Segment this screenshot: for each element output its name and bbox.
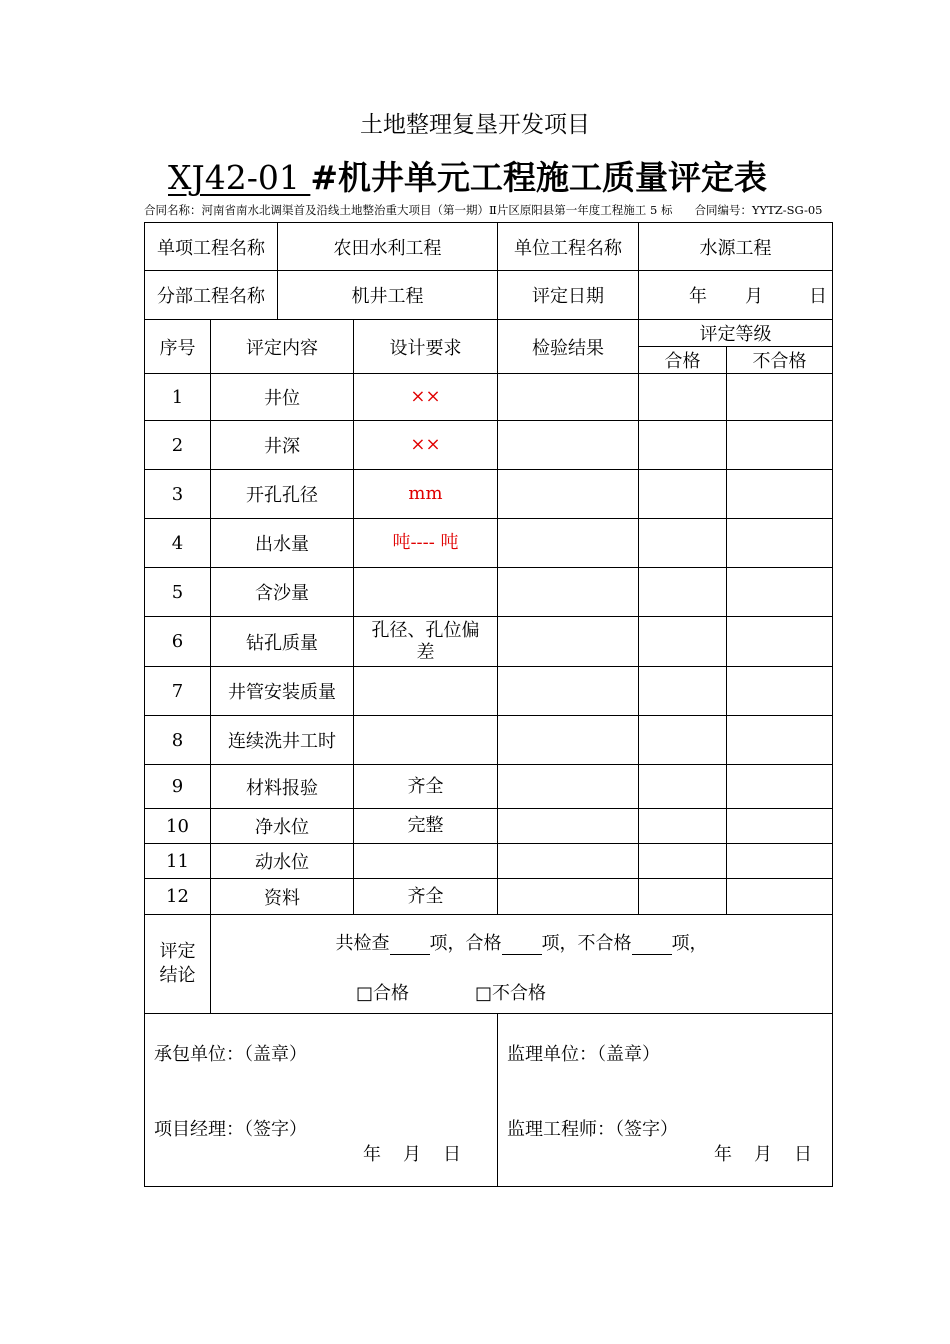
col-result-header: 检验结果	[498, 320, 639, 374]
col-design-header: 设计要求	[354, 320, 498, 374]
table-row	[145, 879, 833, 915]
sub-project-label: 分部工程名称	[145, 271, 278, 320]
row-seq: 8	[145, 716, 211, 765]
row-result[interactable]	[498, 765, 639, 809]
contractor-date	[341, 1140, 461, 1166]
fail-suffix: 项，	[671, 933, 708, 954]
row-fail[interactable]	[727, 470, 833, 519]
date-month: 月	[745, 286, 763, 307]
row-content: 钻孔质量	[211, 617, 354, 667]
row-seq: 2	[145, 421, 211, 470]
eval-date-value	[639, 271, 833, 320]
row-fail[interactable]	[727, 716, 833, 765]
row-result[interactable]	[498, 809, 639, 844]
row-fail[interactable]	[727, 519, 833, 568]
row-seq: 12	[145, 879, 211, 915]
row-pass[interactable]	[639, 568, 727, 617]
row-seq: 1	[145, 374, 211, 421]
row-content: 材料报验	[211, 765, 354, 809]
fail-count-blank[interactable]	[632, 936, 672, 955]
item-project-label: 单项工程名称	[145, 223, 278, 271]
row-result[interactable]	[498, 879, 639, 915]
col-fail-header: 不合格	[727, 347, 833, 374]
row-design: mm	[354, 470, 498, 519]
col-content-header: 评定内容	[211, 320, 354, 374]
eval-date-label: 评定日期	[498, 271, 639, 320]
row-design: 孔径、孔位偏差	[354, 617, 498, 667]
table-row	[145, 844, 833, 879]
row-seq: 7	[145, 667, 211, 716]
row-design: ××	[354, 374, 498, 421]
row-result[interactable]	[498, 568, 639, 617]
table-row	[145, 765, 833, 809]
row-seq: 9	[145, 765, 211, 809]
row-result[interactable]	[498, 374, 639, 421]
supervisor-engineer: 监理工程师：（签字）	[507, 1119, 678, 1140]
document-subtitle: 土地整理复垦开发项目	[360, 112, 590, 138]
contract-line	[144, 202, 824, 218]
checked-count-blank[interactable]	[390, 936, 430, 955]
checked-suffix: 项，合格	[429, 933, 502, 954]
evaluation-table	[144, 222, 833, 1187]
row-pass[interactable]	[639, 667, 727, 716]
row-content: 含沙量	[211, 568, 354, 617]
row-result[interactable]	[498, 844, 639, 879]
row-pass[interactable]	[639, 617, 727, 667]
row-fail[interactable]	[727, 765, 833, 809]
row-seq: 3	[145, 470, 211, 519]
row-result[interactable]	[498, 470, 639, 519]
row-seq: 11	[145, 844, 211, 879]
pass-suffix: 项，不合格	[541, 933, 632, 954]
row-result[interactable]	[498, 667, 639, 716]
supervisor-date	[692, 1140, 812, 1166]
contractor-unit: 承包单位：（盖章）	[154, 1044, 307, 1065]
supervisor-year: 年	[714, 1144, 732, 1165]
table-row	[145, 421, 833, 470]
row-content: 净水位	[211, 809, 354, 844]
row-fail[interactable]	[727, 421, 833, 470]
row-pass[interactable]	[639, 519, 727, 568]
contract-name: 合同名称：河南省南水北调渠首及沿线土地整治重大项目（第一期）Ⅱ片区原阳县第一年度工程施工 5 标	[144, 203, 673, 217]
row-content: 资料	[211, 879, 354, 915]
row-result[interactable]	[498, 421, 639, 470]
row-pass[interactable]	[639, 374, 727, 421]
document-title	[168, 152, 868, 199]
table-row	[145, 568, 833, 617]
row-fail[interactable]	[727, 374, 833, 421]
conclusion-row	[145, 915, 833, 1014]
row-design	[354, 716, 498, 765]
supervisor-signature-cell	[498, 1014, 833, 1187]
checked-prefix: 共检查	[335, 933, 390, 954]
table-row	[145, 617, 833, 667]
supervisor-unit: 监理单位：（盖章）	[507, 1044, 660, 1065]
col-seq-header: 序号	[145, 320, 211, 374]
row-design: 齐全	[354, 879, 498, 915]
row-pass[interactable]	[639, 421, 727, 470]
supervisor-day: 日	[794, 1144, 812, 1165]
row-content: 井位	[211, 374, 354, 421]
row-result[interactable]	[498, 617, 639, 667]
row-pass[interactable]	[639, 716, 727, 765]
row-seq: 10	[145, 809, 211, 844]
table-row	[145, 519, 833, 568]
contract-number: 合同编号：YYTZ-SG-05	[694, 203, 823, 217]
supervisor-month: 月	[754, 1144, 772, 1165]
item-project-value: 农田水利工程	[278, 223, 498, 271]
row-fail[interactable]	[727, 809, 833, 844]
contractor-month: 月	[403, 1144, 421, 1165]
conclusion-options	[356, 979, 546, 1005]
row-design	[354, 844, 498, 879]
row-fail[interactable]	[727, 667, 833, 716]
row-fail[interactable]	[727, 844, 833, 879]
row-result[interactable]	[498, 519, 639, 568]
row-design: ××	[354, 421, 498, 470]
row-pass[interactable]	[639, 879, 727, 915]
row-design: 吨---- 吨	[354, 519, 498, 568]
footer-rows	[145, 915, 833, 1187]
row-result[interactable]	[498, 716, 639, 765]
col-grade-header: 评定等级	[639, 320, 833, 347]
title-code: XJ42-01	[168, 158, 311, 197]
option-pass-checkbox[interactable]: □合格	[356, 983, 410, 1004]
row-content: 出水量	[211, 519, 354, 568]
table-row	[145, 470, 833, 519]
table-row	[145, 716, 833, 765]
row-pass[interactable]	[639, 809, 727, 844]
unit-project-value: 水源工程	[639, 223, 833, 271]
row-seq: 5	[145, 568, 211, 617]
row-fail[interactable]	[727, 617, 833, 667]
row-fail[interactable]	[727, 568, 833, 617]
row-design	[354, 667, 498, 716]
col-pass-header: 合格	[639, 347, 727, 374]
row-design	[354, 568, 498, 617]
row-content: 连续洗井工时	[211, 716, 354, 765]
row-seq: 4	[145, 519, 211, 568]
conclusion-label: 评定结论	[145, 915, 211, 1014]
contractor-signature-cell	[145, 1014, 498, 1187]
table-row	[145, 374, 833, 421]
title-text: #机井单元工程施工质量评定表	[310, 158, 768, 197]
row-content: 动水位	[211, 844, 354, 879]
contractor-day: 日	[443, 1144, 461, 1165]
project-manager: 项目经理：（签字）	[154, 1119, 307, 1140]
header-row	[145, 320, 833, 347]
row-design: 齐全	[354, 765, 498, 809]
row-pass[interactable]	[639, 844, 727, 879]
table-row	[145, 809, 833, 844]
row-pass[interactable]	[639, 470, 727, 519]
row-pass[interactable]	[639, 765, 727, 809]
pass-count-blank[interactable]	[502, 936, 542, 955]
unit-project-label: 单位工程名称	[498, 223, 639, 271]
table-row	[145, 667, 833, 716]
date-day: 日	[809, 286, 827, 307]
row-content: 井深	[211, 421, 354, 470]
sub-project-value: 机井工程	[278, 271, 498, 320]
row-content: 井管安装质量	[211, 667, 354, 716]
row-content: 开孔孔径	[211, 470, 354, 519]
row-seq: 6	[145, 617, 211, 667]
row-design: 完整	[354, 809, 498, 844]
info-row-1	[145, 223, 833, 271]
option-fail-checkbox[interactable]: □不合格	[475, 983, 547, 1004]
signature-row	[145, 1014, 833, 1187]
evaluation-rows	[145, 374, 833, 915]
conclusion-count-line	[211, 929, 832, 955]
date-year: 年	[689, 286, 707, 307]
contractor-year: 年	[363, 1144, 381, 1165]
conclusion-body	[211, 915, 833, 1014]
row-fail[interactable]	[727, 879, 833, 915]
info-row-2	[145, 271, 833, 320]
